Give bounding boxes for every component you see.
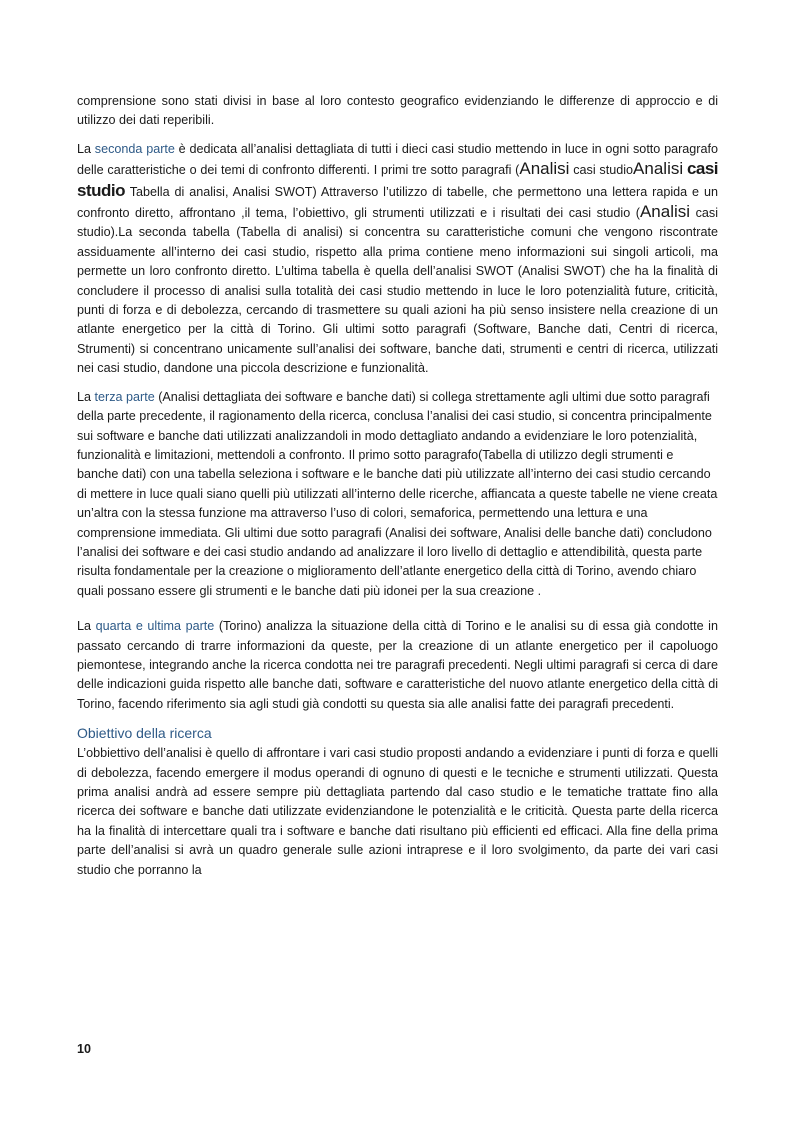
section-heading: Obiettivo della ricerca [77,725,212,742]
paragraph-seconda-parte [77,140,718,379]
text-run-large: Analisi [639,202,691,222]
paragraph-obiettivo: L’obbiettivo dell’analisi è quello di affrontare i vari casi studio proposti andando a evidenziare i punti di forza e quelli di debolezza, facendo emergere il modus operandi di ognuno di questi e le tecniche e strumenti utilizzati. Questa prima analisi andrà ad essere sempre più dettagliata partendo dal caso studio e le tematiche trattate fino alla ricerca dei software e banche dati utilizzate evidenziandone le potenzialità e le criticità. Questa parte della ricerca ha la finalità di intercettare quali tra i software e banche dati risultano più efficienti ed efficaci. Alla fine della prima parte dell’analisi si avrà un quadro generale sulle azioni intraprese e il loro svolgimento, da parte dei vari casi studio che porranno la [77,746,718,877]
highlight-terza-parte: terza parte [94,389,155,404]
text-run: è dedicata all’analisi dettagliata di tutti i dieci casi studio mettendo in luce in ogni sotto paragrafo delle caratteristiche o dei temi di confronto differenti. I primi tre sotto paragrafi ( [77,141,719,178]
paragraph-quarta-parte [77,617,718,714]
text-run-large: Analisi [633,159,684,179]
text-run: La [77,619,96,634]
paragraph-intro: comprensione sono stati divisi in base al loro contesto geografico evidenziando le differenze di approccio e di utilizzo dei dati reperibili. [77,94,718,128]
page-number: 10 [77,1042,92,1056]
text-run: (Torino) analizza la situazione della città di Torino e le analisi su di essa già condotte in passato cercando di trarre informazioni da queste, per la creazione di un atlante energetico per il capoluogo piemontese, integrando anche la ricerca condotta nei tre paragrafi precedenti. Negli ultimi paragrafi si cerca di dare delle indicazioni guida rispetto alle banche dati, software e caratteristiche del nuovo atlante energetico della città di Torino, facendo riferimento sia agli studi già condotti su questa sia alle analisi fatte dei paragrafi precedenti. [77,619,718,711]
paragraph-terza-parte [77,388,718,601]
highlight-seconda-parte: seconda parte [94,141,175,156]
text-run-large: Analisi [519,159,570,179]
text-run: Tabella di analisi, Analisi SWOT) Attraverso l’utilizzo di tabelle, che permettono una lettera rapida e un confronto diretto, affrontano ,il tema, l’obiettivo, gli strumenti utilizzati e i risultati dei casi studio ( [77,184,718,221]
text-run: casi studio [569,163,634,178]
highlight-quarta-parte: quarta e ultima parte [95,619,215,634]
text-run-bold: casi studio [77,159,719,200]
text-run: casi studio).La seconda tabella (Tabella di analisi) si concentra su caratteristiche comuni che vengono riscontrate assiduamente all’interno dei casi studio, rispetto alla prima contiene meno informazioni sui singoli articoli, ma permette un loro confronto diretto. L’ultima tabella è quella dell’analisi SWOT (Analisi SWOT) che ha la finalità di concludere il processo di analisi sulla totalità dei casi studio mettendo in luce le loro potenzialità future, criticità, punti di forza e di debolezza, cercando di trasmettere su quali azioni ha più senso insistere nella creazione di un atlante energetico per la città di Torino. Gli ultimi sotto paragrafi (Software, Banche dati, Centri di ricerca, Strumenti) si concentrano unicamente sull’analisi dei software, banche dati, strumenti e centri di ricerca, utilizzati nei casi studio, dandone una piccola descrizione e funzionalità. [77,206,718,376]
document-body [77,92,718,889]
text-run: (Analisi dettagliata dei software e banche dati) si collega strettamente agli ultimi due sotto paragrafi della parte precedente, il ragionamento della ricerca, conclusa l’analisi dei casi studio, si concentra principalmente sui software e banche dati utilizzati analizzandoli in modo dettagliato andando a evidenziare le loro potenzialità, funzionalità e limitazioni, mettendoli a confronto. Il primo sotto paragrafo(Tabella di utilizzo degli strumenti e banche dati) con una tabella seleziona i software e le banche dati più utilizzate all’interno dei casi studio cercando di mettere in luce quali siano quelli più utilizzati all’interno delle ricerche, affiancata a queste tabelle ne viene creata un’altra con la stessa funzione ma attraverso l’uso di colori, semaforica, permettendo una lettura e una comprensione immediata. Gli ultimi due sotto paragrafi (Analisi dei software, Analisi delle banche dati) concludono l’analisi dei software e dei casi studio andando ad analizzare il loro livello di dettaglio e attendibilità, questa parte risulta fondamentale per la creazione o miglioramento dell’atlante energetico della città di Torino, avendo chiaro quali possano essere gli strumenti e le banche dati più idonei per la sua creazione . [77,389,718,598]
text-run: La [77,389,95,404]
text-run: La [77,141,95,156]
